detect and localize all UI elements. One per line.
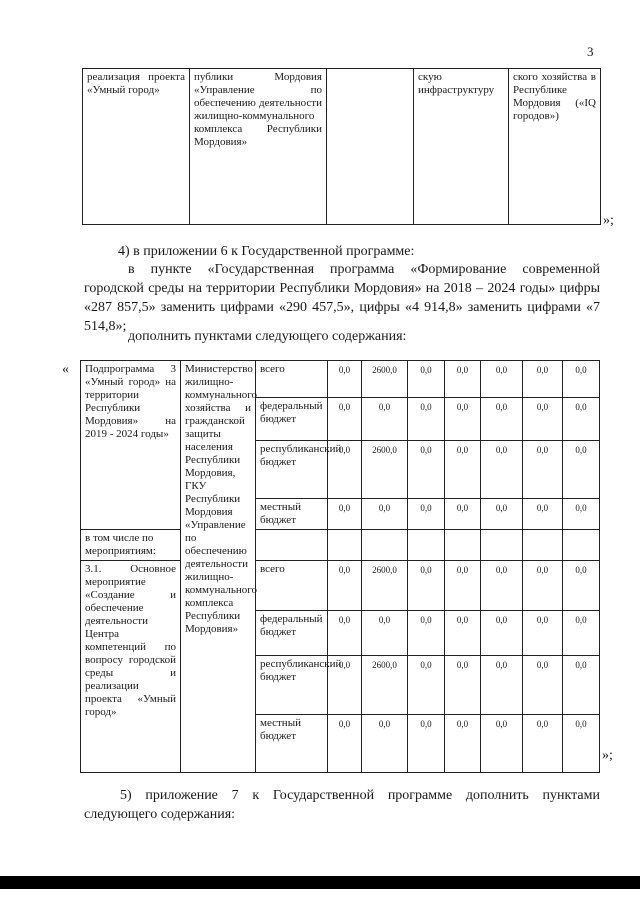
amount-cell: 0,0 xyxy=(362,499,408,530)
amount-cell: 0,0 xyxy=(328,561,362,611)
amount-cell: 0,0 xyxy=(523,398,563,441)
amount-cell: 0,0 xyxy=(328,499,362,530)
funding-source: всего xyxy=(256,561,328,611)
blank-cell xyxy=(563,530,600,561)
amount-cell: 0,0 xyxy=(481,398,523,441)
continued-cell-iq-cities: ского хозяйства в Республике Мордовия («IQ городов») xyxy=(509,69,601,225)
amount-cell: 0,0 xyxy=(445,611,481,656)
amount-cell: 0,0 xyxy=(408,499,445,530)
amount-cell: 0,0 xyxy=(563,561,600,611)
continued-cell-infrastructure: скую инфраструктуру xyxy=(414,69,509,225)
amount-cell: 0,0 xyxy=(563,441,600,499)
amount-cell: 0,0 xyxy=(408,611,445,656)
continued-cell-empty xyxy=(327,69,414,225)
amount-cell: 0,0 xyxy=(408,715,445,773)
opening-quote: « xyxy=(62,362,69,377)
amount-cell: 0,0 xyxy=(523,361,563,398)
amount-cell: 0,0 xyxy=(523,715,563,773)
amount-cell: 0,0 xyxy=(445,441,481,499)
amount-cell: 2600,0 xyxy=(362,561,408,611)
subprogram-name: Подпрограмма 3 «Умный город» на территории Республики Мордовия» на 2019 - 2024 годы» xyxy=(81,361,181,530)
funding-source: федеральный бюджет xyxy=(256,398,328,441)
financing-table xyxy=(80,360,600,773)
continued-cell-project: реализация проекта «Умный город» xyxy=(83,69,190,225)
amount-cell: 0,0 xyxy=(563,398,600,441)
measure-name: 3.1. Основное мероприятие «Создание и обеспечение деятельности Центра компетенций по вопросу городской среды и реализации проекта «Умный город» xyxy=(81,561,181,773)
amount-cell: 0,0 xyxy=(563,611,600,656)
amount-cell: 0,0 xyxy=(408,441,445,499)
amount-cell: 0,0 xyxy=(563,361,600,398)
funding-source: федеральный бюджет xyxy=(256,611,328,656)
amount-cell: 0,0 xyxy=(445,656,481,715)
blank-cell xyxy=(362,530,408,561)
amount-cell: 0,0 xyxy=(481,715,523,773)
amount-cell: 0,0 xyxy=(362,398,408,441)
amount-cell: 0,0 xyxy=(445,361,481,398)
amount-cell: 0,0 xyxy=(523,561,563,611)
amount-cell: 0,0 xyxy=(481,361,523,398)
continued-cell-executor: публики Мордовия «Управление по обеспечению деятельности жилищно-коммунального комплекса Республики Мордовия» xyxy=(190,69,327,225)
page-number: 3 xyxy=(587,44,594,59)
amount-cell: 2600,0 xyxy=(362,441,408,499)
amount-cell: 0,0 xyxy=(328,611,362,656)
amount-cell: 0,0 xyxy=(481,499,523,530)
closing-quote: »; xyxy=(602,748,613,763)
funding-source: всего xyxy=(256,361,328,398)
funding-source: местный бюджет xyxy=(256,499,328,530)
amount-cell: 0,0 xyxy=(481,441,523,499)
amount-cell: 0,0 xyxy=(328,715,362,773)
blank-cell xyxy=(445,530,481,561)
funding-source: республиканский бюджет xyxy=(256,656,328,715)
item-4-heading: 4) в приложении 6 к Государственной программе: xyxy=(118,244,415,259)
amount-cell: 0,0 xyxy=(445,561,481,611)
amount-cell: 0,0 xyxy=(362,611,408,656)
funding-source: местный бюджет xyxy=(256,715,328,773)
responsible-executor: Министерство жилищно-коммунального хозяйства и гражданской защиты населения Республики Мордовия, ГКУ Республики Мордовия «Управление по обеспечению деятельности жилищно-коммунального комплекса Республики Мордовия» xyxy=(181,361,256,773)
amount-cell: 0,0 xyxy=(408,561,445,611)
amount-cell: 0,0 xyxy=(523,611,563,656)
amount-cell: 0,0 xyxy=(328,656,362,715)
amount-cell: 0,0 xyxy=(328,398,362,441)
blank-cell xyxy=(523,530,563,561)
closing-quote: »; xyxy=(603,213,614,228)
amount-cell: 0,0 xyxy=(408,361,445,398)
amount-cell: 0,0 xyxy=(523,441,563,499)
amount-cell: 0,0 xyxy=(408,398,445,441)
amount-cell: 0,0 xyxy=(563,656,600,715)
including-measures-label: в том числе по мероприятиям: xyxy=(81,530,181,561)
amount-cell: 0,0 xyxy=(563,715,600,773)
amount-cell: 0,0 xyxy=(523,499,563,530)
blank-cell xyxy=(328,530,362,561)
amount-cell: 0,0 xyxy=(481,656,523,715)
amount-cell: 0,0 xyxy=(445,398,481,441)
item-4-supplement: дополнить пунктами следующего содержания: xyxy=(128,329,407,344)
blank-cell xyxy=(481,530,523,561)
amount-cell: 0,0 xyxy=(328,441,362,499)
item-4-body: в пункте «Государственная программа «Формирование современной городской среды на территории Республики Мордовия» на 2018 – 2024 годы» цифры «287 857,5» заменить цифрами «290 457,5», цифры «4 914,8» заменить цифрами «7 514,8»; xyxy=(84,262,600,334)
item-5-text: 5) приложение 7 к Государственной программе дополнить пунктами следующего содержания: xyxy=(84,788,600,822)
amount-cell: 0,0 xyxy=(481,561,523,611)
funding-source: республиканский бюджет xyxy=(256,441,328,499)
amount-cell: 0,0 xyxy=(445,715,481,773)
amount-cell: 0,0 xyxy=(481,611,523,656)
blank-cell xyxy=(408,530,445,561)
amount-cell: 2600,0 xyxy=(362,656,408,715)
amount-cell: 0,0 xyxy=(445,499,481,530)
amount-cell: 0,0 xyxy=(328,361,362,398)
amount-cell: 0,0 xyxy=(408,656,445,715)
amount-cell: 0,0 xyxy=(523,656,563,715)
amount-cell: 0,0 xyxy=(563,499,600,530)
continued-table xyxy=(82,68,601,225)
amount-cell: 2600,0 xyxy=(362,361,408,398)
blank-cell xyxy=(256,530,328,561)
scan-edge-bar xyxy=(0,876,640,889)
amount-cell: 0,0 xyxy=(362,715,408,773)
